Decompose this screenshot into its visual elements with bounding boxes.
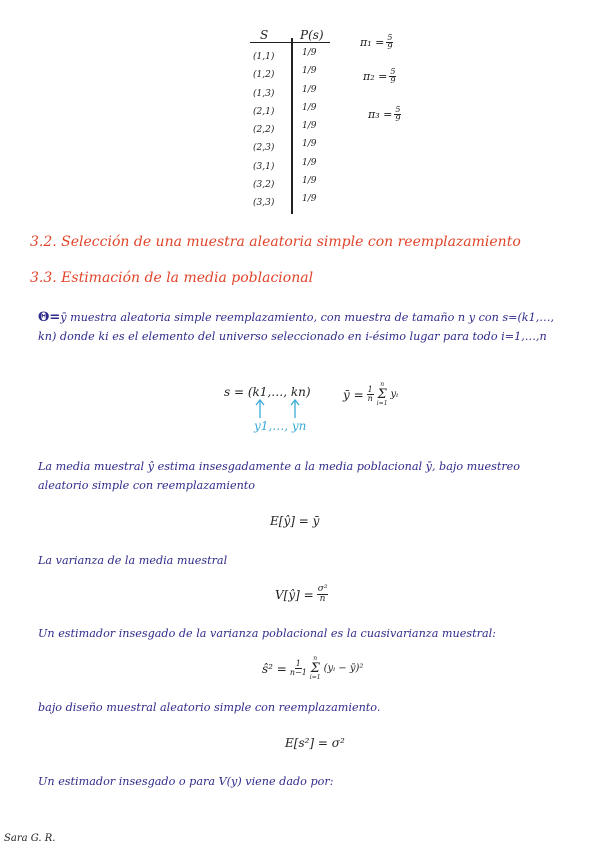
sum-icon: Σ	[377, 387, 387, 402]
pi-den: 9	[395, 114, 401, 123]
table-sample: (3,1)	[253, 161, 275, 172]
s2-sum-bot: i=1	[309, 674, 321, 681]
table-prob: 1/9	[302, 48, 317, 58]
var-lhs: V[ŷ] =	[275, 587, 314, 602]
table-probs-column	[302, 44, 316, 209]
author-footer: Sara G. R.	[4, 833, 56, 844]
pi-num: 5	[395, 105, 401, 114]
table-sample: (1,1)	[253, 52, 275, 62]
table-sample: (3,2)	[253, 180, 275, 191]
table-header-rule	[250, 42, 330, 43]
pi-den: 9	[390, 76, 396, 85]
paragraph-estimator: Un estimador insesgado de la varianza poblacional es la cuasivarianza muestral:	[38, 627, 496, 640]
table-sample: (3,3)	[253, 198, 275, 209]
expected-s2-equation: E[s²] = σ²	[285, 736, 345, 750]
pi-num: 5	[390, 67, 396, 76]
paragraph-sample-mean	[38, 457, 558, 495]
section-heading-3-2: 3.2. Selección de una muestra aleatoria simple con reemplazamiento	[30, 234, 521, 250]
ybar-sum-top: n	[380, 381, 385, 388]
theta-ybar: ȳ	[60, 311, 67, 324]
pi-label: π₃ =	[368, 108, 393, 121]
quasivariance-formula	[262, 656, 363, 681]
table-sample: (1,2)	[253, 70, 275, 81]
expectation-equation: E[ŷ] = ȳ	[270, 514, 320, 528]
pi-3	[368, 106, 401, 123]
ybar-lhs: ȳ =	[343, 387, 364, 402]
table-divider	[291, 38, 293, 214]
ybar-frac-num: 1	[367, 385, 373, 394]
table-prob: 1/9	[302, 157, 317, 168]
theta-symbol: Θ=	[38, 310, 61, 325]
pi-num: 5	[387, 33, 393, 42]
table-header-p: P(s)	[300, 28, 324, 42]
paragraph-design: bajo diseño muestral aleatorio simple con reemplazamiento.	[38, 701, 381, 714]
s2-term: (yᵢ − ȳ)²	[323, 663, 364, 674]
paragraph-variance: La varianza de la media muestral	[38, 554, 228, 567]
table-prob: 1/9	[302, 139, 317, 150]
table-prob: 1/9	[302, 66, 317, 77]
s2-den: n−1	[289, 668, 307, 677]
ybar-formula	[343, 382, 398, 407]
pi-1	[360, 34, 393, 51]
section-heading-3-3: 3.3. Estimación de la media poblacional	[30, 270, 314, 286]
pi-2	[363, 68, 396, 85]
table-sample: (2,2)	[253, 125, 275, 136]
table-prob: 1/9	[302, 194, 317, 205]
s2-sum-top: n	[313, 655, 318, 662]
yhat-symbol: ŷ	[147, 460, 155, 473]
paragraph-2-a: La media muestral	[38, 460, 148, 473]
table-header-s: S	[260, 28, 269, 42]
var-den: n	[319, 594, 326, 604]
paragraph-theta	[38, 308, 558, 346]
s2-num: 1	[295, 659, 301, 668]
table-prob: 1/9	[302, 84, 317, 95]
table-sample: (2,1)	[253, 106, 275, 117]
paragraph-2-b: estima insesgadamente a la media poblacional ȳ, bajo muestreo aleatorio simple con reemplazamiento	[38, 460, 521, 492]
table-sample: (1,3)	[253, 88, 275, 99]
pi-den: 9	[387, 42, 393, 51]
table-prob: 1/9	[302, 176, 317, 187]
table-prob: 1/9	[302, 102, 317, 113]
ybar-term: yᵢ	[390, 389, 399, 400]
s2-lhs: ŝ² =	[262, 661, 287, 676]
paragraph-final: Un estimador insesgado o para V(y) viene dado por:	[38, 775, 334, 788]
ybar-frac-den: n	[367, 394, 373, 403]
sum-icon: Σ	[310, 661, 320, 676]
y-labels: y1,…, yn	[254, 419, 307, 433]
table-samples-column	[253, 48, 274, 213]
variance-formula	[275, 585, 328, 604]
pi-label: π₁ =	[360, 36, 385, 49]
var-num: σ²	[317, 584, 328, 594]
paragraph-1-text: muestra aleatoria simple reemplazamiento, con muestra de tamaño n y con s=(k1,…, kn) donde ki es el elemento del universo seleccionado en i-ésimo lugar para todo i=1,…,n	[38, 311, 555, 343]
mapping-arrows	[250, 398, 310, 420]
table-prob: 1/9	[302, 121, 317, 132]
ybar-sum-bot: i=1	[376, 400, 388, 407]
table-sample: (2,3)	[253, 143, 275, 154]
sample-definition: s = (k1,…, kn)	[224, 385, 311, 399]
pi-label: π₂ =	[363, 70, 388, 83]
